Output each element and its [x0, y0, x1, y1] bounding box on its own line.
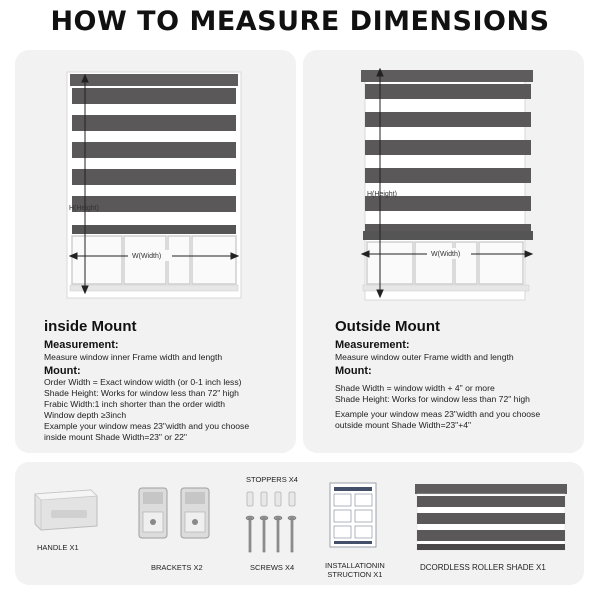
inside-mount-line: Window depth ≥3inch: [44, 410, 127, 420]
stoppers-label: STOPPERS X4: [246, 475, 298, 484]
outside-heading: Outside Mount: [335, 318, 440, 335]
outside-measurement-text: Measure window outer Frame width and length: [335, 352, 514, 362]
screws-label: SCREWS X4: [250, 563, 295, 572]
inside-mount-line: inside mount Shade Width=23" or 22": [44, 432, 187, 442]
inside-mount-label: Mount:: [44, 365, 81, 377]
inside-mount-line: Example your window meas 23"width and you choose: [44, 421, 250, 431]
brackets-label: BRACKETS X2: [151, 563, 203, 572]
handle-label: HANDLE X1: [37, 543, 79, 552]
shade-label: DCORDLESS ROLLER SHADE X1: [420, 563, 546, 572]
instruction-label: [325, 561, 385, 579]
outside-mount-line: Shade Height: Works for window less than 72" high: [335, 394, 530, 404]
handle-image: [31, 484, 101, 534]
stoppers-screws-image: [241, 488, 311, 558]
outside-mount-illustration: [303, 50, 584, 310]
headrail: [361, 70, 533, 82]
headrail: [70, 74, 238, 86]
outside-mount-panel: [303, 50, 584, 453]
bottom-rail: [72, 225, 236, 234]
outside-mount-line: outside mount Shade Width=23"+4": [335, 420, 472, 430]
outside-mount-line: Example your window meas 23"width and you choose: [335, 409, 541, 419]
width-label: W(Width): [431, 251, 461, 258]
outside-measurement-label: Measurement:: [335, 339, 410, 351]
instruction-label-line2: STRUCTION X1: [327, 570, 383, 579]
outside-mount-label: Mount:: [335, 365, 372, 377]
inside-heading: inside Mount: [44, 318, 137, 335]
inside-mount-line: Frabic Width:1 inch shorter than the order width: [44, 399, 226, 409]
page-title: HOW TO MEASURE DIMENSIONS: [50, 6, 550, 37]
bottom-rail: [363, 231, 533, 240]
inside-mount-illustration: [15, 50, 296, 310]
brackets-image: [135, 482, 215, 547]
roller-shade-image: [413, 482, 569, 554]
instruction-sheet-image: [329, 482, 377, 548]
height-label: H(Height): [69, 205, 99, 212]
height-label: H(Height): [367, 191, 397, 198]
inside-measurement-text: Measure window inner Frame width and length: [44, 352, 223, 362]
instruction-label-line1: INSTALLATIONIN: [325, 561, 385, 570]
width-label: W(Width): [132, 253, 162, 260]
accessories-panel: [15, 462, 584, 585]
inside-mount-line: Order Width = Exact window width (or 0-1 inch less): [44, 377, 242, 387]
inside-mount-panel: [15, 50, 296, 453]
inside-measurement-label: Measurement:: [44, 339, 119, 351]
outside-mount-line: Shade Width = window width + 4" or more: [335, 383, 495, 393]
inside-mount-line: Shade Height: Works for window less than 72" high: [44, 388, 239, 398]
